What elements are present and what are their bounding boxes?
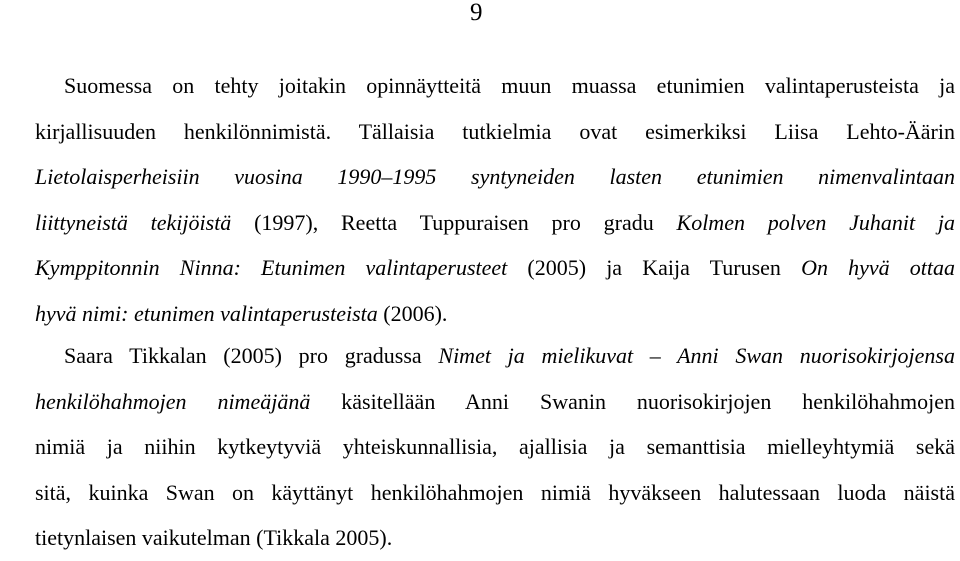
text-line: [6, 379, 955, 425]
body-text: (2005) ja Kaija Turusen: [507, 255, 802, 281]
page-number: 9: [470, 0, 483, 26]
text-line: [6, 245, 955, 291]
text-line: [6, 109, 955, 155]
body-text: sitä, kuinka Swan on käyttänyt henkilöhahmojen nimiä hyväkseen halutessaan luoda näistä: [35, 479, 955, 505]
italic-title-text: Kolmen polven Juhanit ja: [676, 209, 956, 235]
body-text: (2006).: [377, 300, 448, 326]
text-line: [6, 424, 955, 470]
italic-title-text: On hyvä ottaa: [801, 255, 955, 281]
text-line: [6, 63, 955, 109]
italic-title-text: liittyneistä tekijöistä: [35, 209, 232, 235]
body-text: Suomessa on tehty joitakin opinnäytteitä muun muassa etunimien valintaperusteista ja: [64, 73, 955, 98]
italic-title-text: Kymppitonnin Ninna: Etunimen valintaperusteet: [35, 255, 508, 281]
italic-title-text: Nimet ja mielikuvat – Anni Swan nuorisokirjojensa: [438, 343, 955, 368]
italic-title-text: henkilöhahmojen nimeäjänä: [35, 388, 311, 414]
text-line: [6, 333, 955, 379]
paragraph-tikkala: [6, 333, 955, 561]
body-text: käsitellään Anni Swanin nuorisokirjojen henkilöhahmojen: [310, 388, 955, 414]
text-line: [6, 154, 955, 200]
text-line: [6, 515, 955, 561]
italic-title-text: Lietolaisperheisiin vuosina 1990–1995 syntyneiden lasten etunimien nimenvalintaan: [35, 164, 955, 190]
paragraph-opinnaytteet: [6, 63, 955, 337]
body-text: nimiä ja niihin kytkeytyviä yhteiskunnallisia, ajallisia ja semanttisia mielleyhtymiä sekä: [35, 434, 955, 460]
italic-title-text: hyvä nimi: etunimen valintaperusteista: [35, 300, 378, 326]
text-line: [6, 470, 955, 516]
text-line: [6, 200, 955, 246]
body-text: Saara Tikkalan (2005) pro gradussa: [64, 343, 439, 368]
body-text: (1997), Reetta Tuppuraisen pro gradu: [231, 209, 677, 235]
text-line: [6, 291, 955, 337]
body-text: tietynlaisen vaikutelman (Tikkala 2005).: [35, 525, 393, 551]
body-text: kirjallisuuden henkilönnimistä. Tällaisia tutkielmia ovat esimerkiksi Liisa Lehto-Äärin: [35, 118, 955, 144]
